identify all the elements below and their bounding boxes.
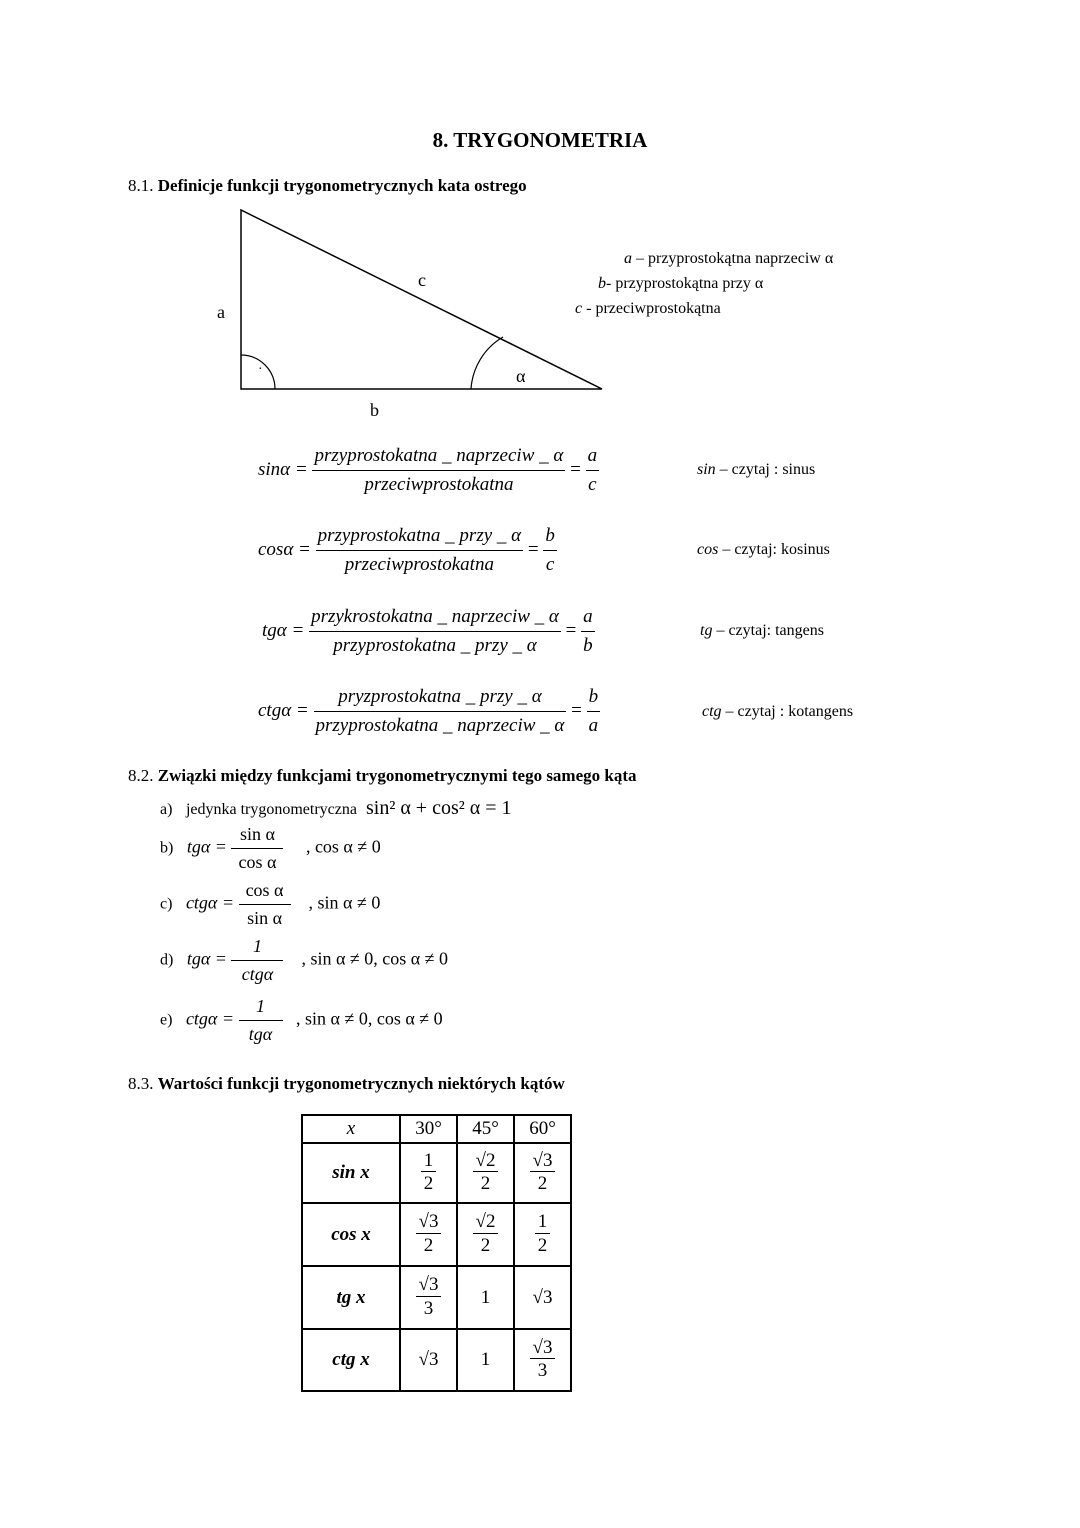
table-row	[302, 1329, 571, 1391]
relation-condition: , cos α ≠ 0	[305, 836, 381, 857]
fraction-numerator: cos α	[239, 880, 291, 905]
row-label: sin x	[302, 1143, 400, 1203]
relation-letter: e)	[160, 1011, 173, 1029]
function-name: tg	[700, 622, 713, 639]
table-cell	[457, 1143, 514, 1203]
definition-fraction	[316, 525, 524, 576]
relation-letter: c)	[160, 895, 173, 913]
fraction-denominator: przeciwprostokatna	[344, 554, 494, 575]
legend-text: - przyprostokątna przy α	[606, 275, 764, 292]
header-angle: 30°	[400, 1115, 457, 1143]
table-row	[302, 1266, 571, 1329]
cell-denominator: 2	[480, 1173, 491, 1195]
cell-denominator: 2	[537, 1234, 548, 1256]
right-triangle-diagram	[200, 200, 620, 430]
definition-lhs: tgα =	[262, 619, 305, 641]
table-cell	[400, 1143, 457, 1203]
page-title: 8. TRYGONOMETRIA	[432, 128, 648, 152]
cell-numerator: 1	[535, 1212, 551, 1234]
alpha-angle-arc	[471, 337, 503, 389]
table-cell	[514, 1203, 571, 1266]
function-name: cos	[697, 541, 719, 558]
triangle-shape	[241, 210, 602, 389]
cell-denominator: 2	[480, 1234, 491, 1256]
cell-numerator: √2	[473, 1151, 499, 1173]
relation-d	[160, 936, 448, 985]
relation-fraction	[231, 824, 283, 873]
read-cos	[697, 541, 830, 559]
fraction-denominator: tgα	[248, 1024, 273, 1044]
fraction-denominator: ctgα	[241, 964, 274, 984]
read-tg	[700, 622, 824, 640]
definition-cos: cosα = $\frac{\text{przyprostokatna \_ przy \_ α}}{\text{przeciwprostokatna}}$ = $\frac{b}{c}$	[258, 525, 555, 575]
fraction-numerator: 1	[231, 936, 283, 961]
result-denominator: a	[588, 715, 599, 736]
cell-numerator: √3	[530, 1338, 556, 1360]
legend-symbol: a	[624, 250, 632, 267]
table-cell: 1	[457, 1266, 514, 1329]
read-sin	[697, 461, 815, 479]
relation-lhs: ctgα =	[185, 892, 235, 913]
table-cell: √3	[514, 1266, 571, 1329]
section-8-3-heading	[128, 1074, 565, 1094]
definition-result	[581, 606, 595, 657]
result-numerator: a	[586, 445, 600, 471]
relation-letter: d)	[160, 951, 174, 969]
relation-condition: , sin α ≠ 0	[308, 892, 381, 913]
relation-b	[160, 824, 381, 873]
relation-condition: , sin α ≠ 0, cos α ≠ 0	[301, 948, 449, 969]
relation-lhs: ctgα =	[185, 1008, 235, 1029]
table-header-row	[302, 1115, 571, 1143]
cell-denominator: 3	[423, 1297, 434, 1319]
section-8-2-heading	[128, 766, 637, 786]
cell-numerator: √2	[473, 1212, 499, 1234]
definition-lhs: ctgα =	[258, 699, 309, 721]
relation-c	[160, 880, 380, 929]
cell-numerator: √3	[416, 1275, 442, 1297]
table-row	[302, 1203, 571, 1266]
definition-lhs: sinα =	[258, 458, 308, 480]
legend-symbol: b	[598, 275, 606, 292]
right-angle-dot: ·	[258, 362, 263, 377]
legend-a	[624, 250, 833, 268]
relation-fraction	[239, 996, 283, 1045]
definition-sin: sinα = $\frac{\text{przyprostokatna \_ naprzeciw \_ α}}{\text{przeciwprostokatna}}$ = $\frac{a}{c}$	[258, 445, 598, 495]
table-cell	[457, 1203, 514, 1266]
legend-text: - przeciwprostokątna	[582, 300, 721, 317]
row-label: cos x	[302, 1203, 400, 1266]
section-number: 8.3.	[128, 1074, 154, 1093]
relation-letter: a)	[160, 801, 173, 818]
table-cell	[514, 1143, 571, 1203]
cell-numerator: 1	[421, 1151, 437, 1173]
header-x: x	[302, 1115, 400, 1143]
legend-b	[598, 275, 763, 293]
cell-denominator: 3	[537, 1360, 548, 1382]
relation-a	[160, 797, 512, 820]
definition-ctg: ctgα = $\frac{\text{pryzprostokatna \_ przy \_ α}}{\text{przyprostokatna \_ naprzeciw \_ α}}$ = $\frac{b}{a}$	[258, 686, 599, 736]
header-angle: 60°	[514, 1115, 571, 1143]
read-text: – czytaj: tangens	[712, 622, 824, 639]
definition-fraction	[309, 606, 561, 657]
fraction-denominator: przeciwprostokatna	[364, 474, 514, 495]
table-cell: 1	[457, 1329, 514, 1391]
definition-result	[587, 686, 601, 737]
definition-fraction	[314, 686, 567, 737]
relation-condition: , sin α ≠ 0, cos α ≠ 0	[296, 1008, 443, 1029]
table-cell	[400, 1203, 457, 1266]
cell-denominator: 2	[423, 1173, 434, 1195]
fraction-numerator: 1	[239, 996, 283, 1021]
table-cell	[514, 1329, 571, 1391]
trig-values-table	[301, 1114, 572, 1392]
definition-result	[586, 445, 600, 496]
definition-tg: tgα = $\frac{\text{przykrostokatna \_ naprzeciw \_ α}}{\text{przyprostokatna \_ przy \_ α}}$ = $\frac{a}{b}$	[262, 606, 593, 656]
section-number: 8.1.	[128, 176, 154, 195]
relation-fraction	[239, 880, 291, 929]
result-denominator: c	[588, 474, 597, 495]
fraction-numerator: przyprostokatna _ naprzeciw _ α	[312, 445, 565, 471]
function-name: sin	[697, 461, 716, 478]
header-angle: 45°	[457, 1115, 514, 1143]
read-ctg	[702, 703, 853, 721]
read-text: – czytaj: kosinus	[718, 541, 830, 558]
section-title: Wartości funkcji trygonometrycznych niektórych kątów	[157, 1074, 565, 1093]
fraction-numerator: sin α	[231, 824, 283, 849]
side-b-label: b	[370, 400, 379, 420]
result-denominator: c	[545, 554, 555, 575]
row-label: ctg x	[302, 1329, 400, 1391]
relation-formula: sin² α + cos² α = 1	[365, 797, 512, 819]
legend-c	[575, 300, 721, 318]
alpha-label: α	[516, 366, 526, 386]
relation-lhs: tgα =	[186, 836, 227, 857]
row-label: tg x	[302, 1266, 400, 1329]
definition-lhs: cosα =	[258, 538, 311, 560]
table-row	[302, 1143, 571, 1203]
side-a-label: a	[217, 302, 225, 322]
read-text: – czytaj : kotangens	[721, 703, 854, 720]
relation-letter: b)	[160, 839, 174, 857]
fraction-denominator: cos α	[238, 852, 277, 872]
result-numerator: a	[581, 606, 595, 632]
relation-text: jedynka trygonometryczna	[185, 801, 357, 818]
fraction-numerator: przykrostokatna _ naprzeciw _ α	[309, 606, 561, 632]
cell-numerator: √3	[416, 1212, 442, 1234]
read-text: – czytaj : sinus	[715, 461, 816, 478]
fraction-numerator: przyprostokatna _ przy _ α	[316, 525, 524, 551]
fraction-numerator: pryzprostokatna _ przy _ α	[314, 686, 567, 712]
relation-e	[160, 996, 443, 1045]
fraction-denominator: przyprostokatna _ naprzeciw _ α	[315, 715, 565, 736]
legend-symbol: c	[575, 300, 583, 317]
side-c-label: c	[418, 270, 426, 290]
result-numerator: b	[587, 686, 601, 712]
result-numerator: b	[543, 525, 557, 551]
section-title: Związki między funkcjami trygonometrycznymi tego samego kąta	[157, 766, 637, 785]
definition-fraction	[312, 445, 565, 496]
function-name: ctg	[702, 703, 722, 720]
cell-denominator: 2	[423, 1234, 434, 1256]
table-cell: √3	[400, 1329, 457, 1391]
fraction-denominator: przyprostokatna _ przy _ α	[333, 635, 537, 656]
relation-fraction	[231, 936, 283, 985]
section-8-1-heading	[128, 176, 527, 196]
legend-text: – przyprostokątna naprzeciw α	[632, 250, 834, 267]
cell-numerator: √3	[530, 1151, 556, 1173]
relation-lhs: tgα =	[186, 948, 227, 969]
section-number: 8.2.	[128, 766, 154, 785]
definition-result	[543, 525, 557, 576]
fraction-denominator: sin α	[247, 908, 282, 928]
cell-denominator: 2	[537, 1173, 548, 1195]
table-cell	[400, 1266, 457, 1329]
section-title: Definicje funkcji trygonometrycznych kata ostrego	[157, 176, 527, 195]
result-denominator: b	[583, 635, 593, 656]
